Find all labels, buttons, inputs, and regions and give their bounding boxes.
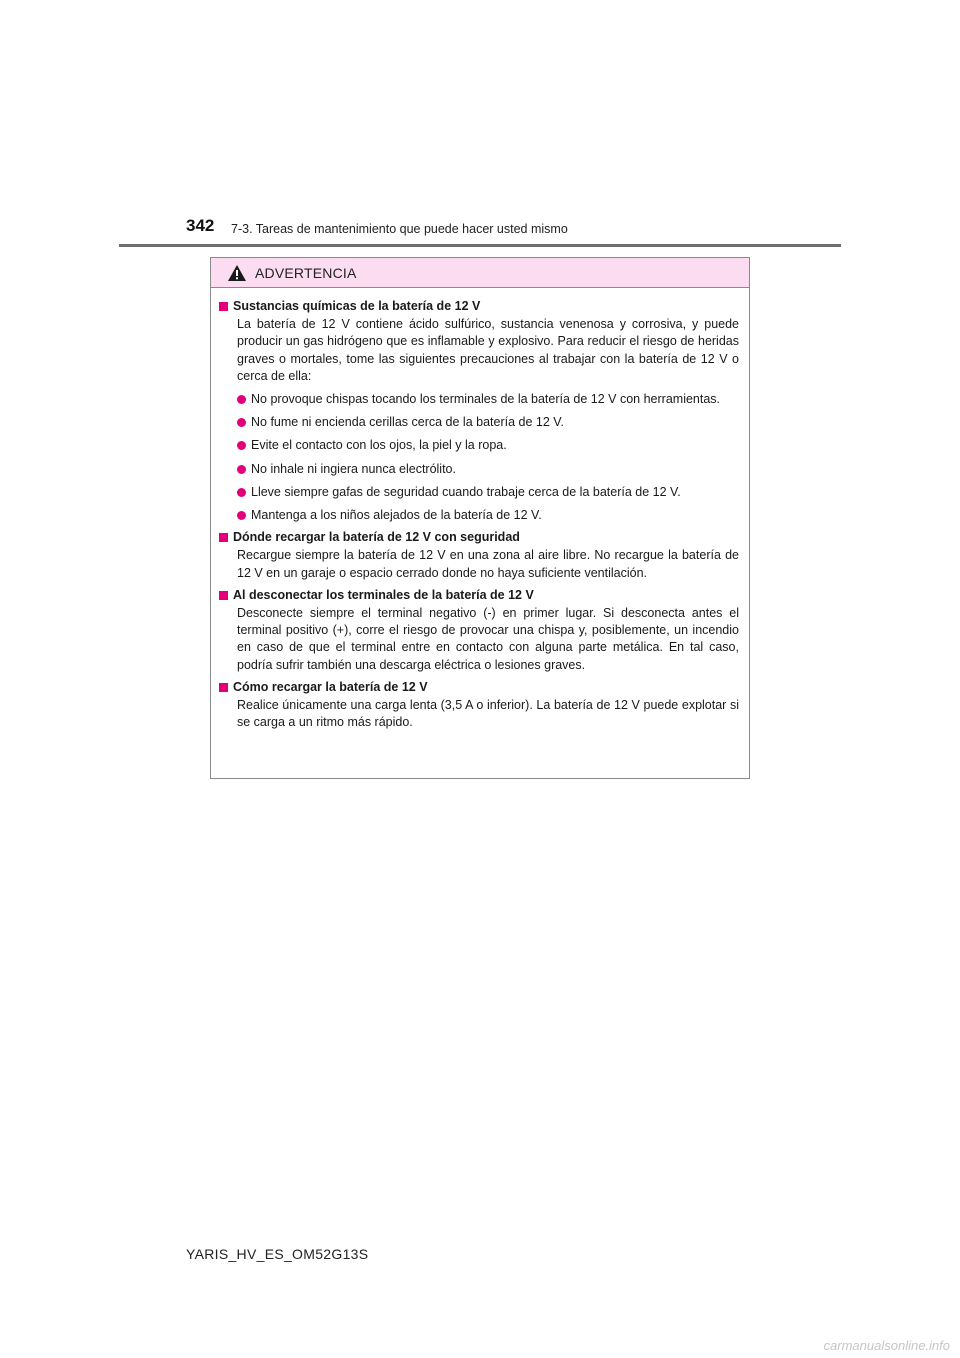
list-item-text: Lleve siempre gafas de seguridad cuando trabaje cerca de la batería de 12 V. [251, 484, 681, 499]
circle-bullet-icon [237, 488, 246, 497]
warning-section-disconnect [218, 587, 739, 674]
warning-header [211, 258, 749, 288]
section-heading-text: Sustancias químicas de la batería de 12 V [233, 299, 481, 313]
warning-triangle-icon [227, 264, 247, 282]
square-bullet-icon [219, 683, 228, 692]
circle-bullet-icon [237, 511, 246, 520]
section-heading [218, 679, 739, 696]
document-code: YARIS_HV_ES_OM52G13S [186, 1246, 369, 1262]
warning-section-how-to-charge [218, 679, 739, 732]
section-heading [218, 298, 739, 315]
section-paragraph: Recargue siempre la batería de 12 V en una zona al aire libre. No recargue la batería de 12 V en un garaje o espacio cerrado donde no haya suficiente ventilación. [237, 548, 739, 580]
list-item [237, 484, 739, 501]
section-paragraph: Desconecte siempre el terminal negativo (-) en primer lugar. Si desconecta antes el terminal positivo (+), corre el riesgo de provocar una chispa y, posiblemente, un incendio en caso de que el terminal entre en contacto con alguna parte metálica. En tal caso, podría sufrir también una descarga eléctrica o lesiones graves. [237, 606, 739, 672]
section-title: 7-3. Tareas de mantenimiento que puede hacer usted mismo [231, 222, 568, 236]
list-item [237, 414, 739, 431]
section-heading [218, 587, 739, 604]
warning-section-safe-charging [218, 529, 739, 582]
watermark: carmanualsonline.info [823, 1338, 950, 1353]
section-paragraph: La batería de 12 V contiene ácido sulfúrico, sustancia venenosa y corrosiva, y puede producir un gas hidrógeno que es inflamable y explosivo. Para reducir el riesgo de heridas graves o mortales, tome las siguientes precauciones al trabajar con la batería de 12 V o cerca de ella: [237, 317, 739, 383]
warning-section-chemicals [218, 298, 739, 524]
circle-bullet-icon [237, 465, 246, 474]
square-bullet-icon [219, 302, 228, 311]
warning-box [210, 257, 750, 779]
list-item [237, 461, 739, 478]
warning-body [211, 288, 749, 731]
header-divider [119, 244, 841, 247]
list-item-text: Mantenga a los niños alejados de la batería de 12 V. [251, 508, 542, 523]
section-heading [218, 529, 739, 546]
circle-bullet-icon [237, 418, 246, 427]
page-number: 342 [186, 216, 215, 235]
square-bullet-icon [219, 533, 228, 542]
section-heading-text: Cómo recargar la batería de 12 V [233, 679, 428, 694]
warning-title: ADVERTENCIA [255, 264, 357, 281]
section-heading-text: Al desconectar los terminales de la batería de 12 V [233, 587, 534, 602]
list-item-text: No fume ni encienda cerillas cerca de la batería de 12 V. [251, 415, 564, 430]
section-heading-text: Dónde recargar la batería de 12 V con seguridad [233, 530, 520, 545]
list-item-text: No provoque chispas tocando los terminales de la batería de 12 V con herramientas. [251, 392, 721, 407]
square-bullet-icon [219, 591, 228, 600]
list-item-text: No inhale ni ingiera nunca electrólito. [251, 461, 456, 476]
list-item [237, 507, 739, 524]
circle-bullet-icon [237, 395, 246, 404]
circle-bullet-icon [237, 441, 246, 450]
list-item [237, 437, 739, 454]
list-item-text: Evite el contacto con los ojos, la piel y la ropa. [251, 438, 507, 453]
section-paragraph: Realice únicamente una carga lenta (3,5 A o inferior). La batería de 12 V puede explotar si se carga a un ritmo más rápido. [237, 698, 739, 730]
list-item [237, 391, 739, 408]
